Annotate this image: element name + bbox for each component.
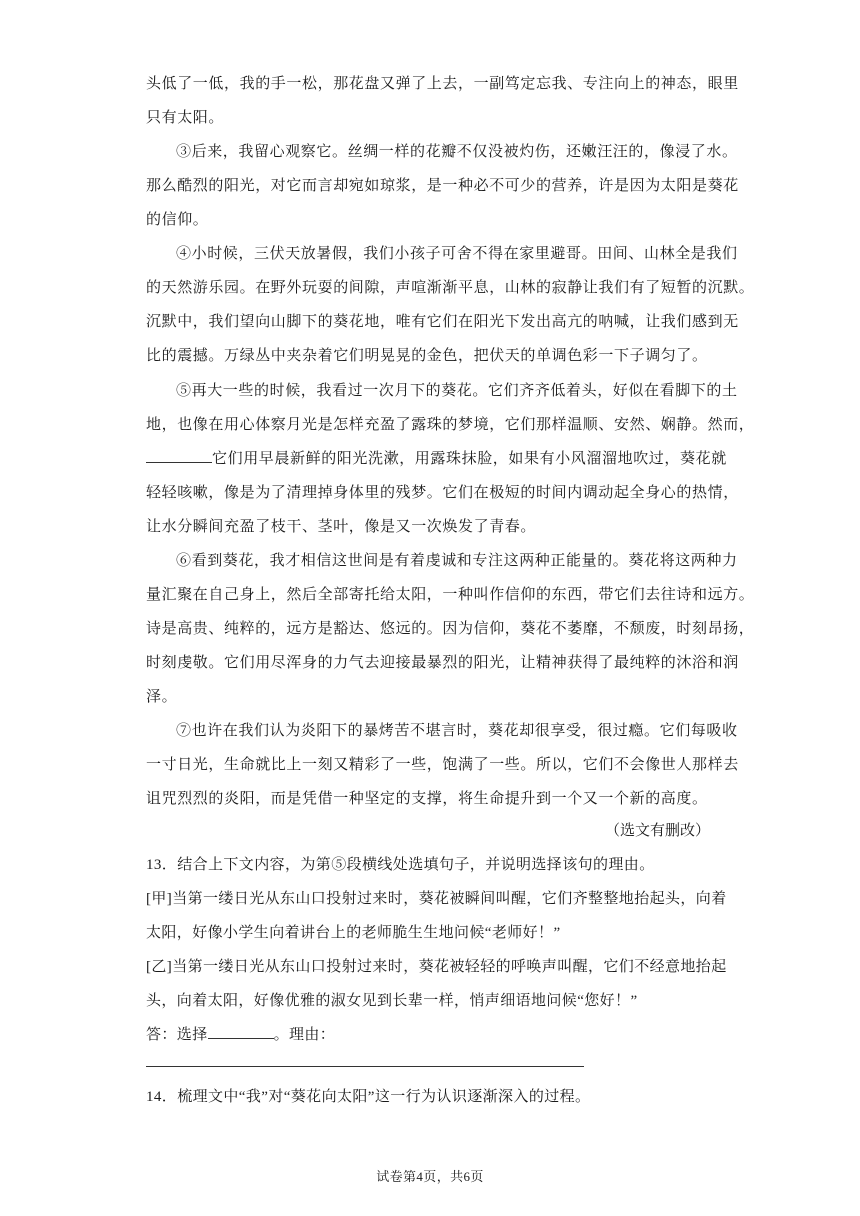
source-note: （选文有删改） bbox=[604, 821, 710, 839]
passage-line: 诗是高贵、纯粹的，远方是豁达、悠远的。因为信仰，葵花不萎靡，不颓废，时刻昂扬， bbox=[146, 619, 755, 637]
fill-blank[interactable] bbox=[146, 448, 212, 463]
passage-line: 比的震撼。万绿丛中夹杂着它们明晃晃的金色，把伏天的单调色彩一下子调匀了。 bbox=[146, 346, 708, 364]
question-13-stem: 13．结合上下文内容，为第⑤段横线处选填句子，并说明选择该句的理由。 bbox=[146, 857, 655, 873]
answer-reason-line[interactable] bbox=[146, 1066, 584, 1067]
passage-line: 只有太阳。 bbox=[146, 108, 225, 126]
passage-line: 轻轻咳嗽，像是为了清理掉身体里的残梦。它们在极短的时间内调动起全身心的热情， bbox=[146, 483, 739, 501]
passage-line: 那么酷烈的阳光，对它而言却宛如琼浆，是一种必不可少的营养，许是因为太阳是葵花 bbox=[146, 176, 739, 194]
passage-line: 让水分瞬间充盈了枝干、茎叶，像是又一次焕发了青春。 bbox=[146, 517, 537, 535]
option-yi-line: 头，向着太阳，好像优雅的淑女见到长辈一样，悄声细语地问候“您好！” bbox=[146, 993, 638, 1009]
passage-line: 的信仰。 bbox=[146, 210, 209, 228]
passage-line: ④小时候，三伏天放暑假，我们小孩子可舍不得在家里避哥。田间、山林全是我们 bbox=[176, 244, 738, 262]
passage-line: 沉默中，我们望向山脚下的葵花地，唯有它们在阳光下发出高亢的呐喊，让我们感到无 bbox=[146, 312, 739, 330]
option-yi-line: [乙]当第一缕日光从东山口投射过来时，葵花被轻轻的呼唤声叫醒，它们不经意地抬起 bbox=[146, 959, 727, 975]
passage-line: 地，也像在用心体察月光是怎样充盈了露珠的梦境，它们那样温顺、安然、娴静。然而， bbox=[146, 415, 755, 433]
passage-line: 泽。 bbox=[146, 687, 178, 705]
passage-line: ⑤再大一些的时候，我看过一次月下的葵花。它们齐齐低着头，好似在看脚下的土 bbox=[176, 381, 738, 399]
passage-line-with-blank bbox=[146, 447, 727, 468]
passage-line: 诅咒烈烈的炎阳，而是凭借一种坚定的支撑，将生命提升到一个又一个新的高度。 bbox=[146, 789, 708, 807]
passage-line: 的天然游乐园。在野外玩耍的间隙，声喧渐渐平息，山林的寂静让我们有了短暂的沉默。 bbox=[146, 278, 755, 296]
question-14-stem: 14．梳理文中“我”对“葵花向太阳”这一行为认识逐渐深入的过程。 bbox=[146, 1089, 591, 1105]
passage-line: ⑥看到葵花，我才相信这世间是有着虔诚和专注这两种正能量的。葵花将这两种力 bbox=[176, 551, 738, 569]
page-footer: 试卷第4页，共6页 bbox=[376, 1169, 484, 1184]
passage-line: 一寸日光，生命就比上一刻又精彩了一些，饱满了一些。所以，它们不会像世人那样去 bbox=[146, 755, 739, 773]
passage-text: 它们用早晨新鲜的阳光洗漱，用露珠抹脸，如果有小风溜溜地吹过，葵花就 bbox=[212, 449, 727, 467]
passage-line: 头低了一低，我的手一松，那花盘又弹了上去，一副笃定忘我、专注向上的神态，眼里 bbox=[146, 74, 739, 92]
answer-prefix: 答：选择 bbox=[146, 1027, 208, 1043]
passage-line: 时刻虔敬。它们用尽浑身的力气去迎接最暴烈的阳光，让精神获得了最纯粹的沐浴和润 bbox=[146, 653, 739, 671]
answer-suffix: 。理由： bbox=[273, 1027, 336, 1043]
option-jia-line: [甲]当第一缕日光从东山口投射过来时，葵花被瞬间叫醒，它们齐整整地抬起头，向着 bbox=[146, 891, 727, 907]
answer-choice-blank[interactable] bbox=[208, 1024, 274, 1039]
passage-line: ⑦也许在我们认为炎阳下的暴烤苦不堪言时，葵花却很享受，很过瘾。它们每吸收 bbox=[176, 721, 738, 739]
passage-line: 量汇聚在自己身上，然后全部寄托给太阳，一种叫作信仰的东西，带它们去往诗和远方。 bbox=[146, 585, 755, 603]
option-jia-line: 太阳，好像小学生向着讲台上的老师脆生生地问候“老师好！” bbox=[146, 925, 561, 941]
passage-line: ③后来，我留心观察它。丝绸一样的花瓣不仅没被灼伤，还嫩汪汪的，像浸了水。 bbox=[176, 142, 738, 160]
answer-row bbox=[146, 1023, 335, 1044]
